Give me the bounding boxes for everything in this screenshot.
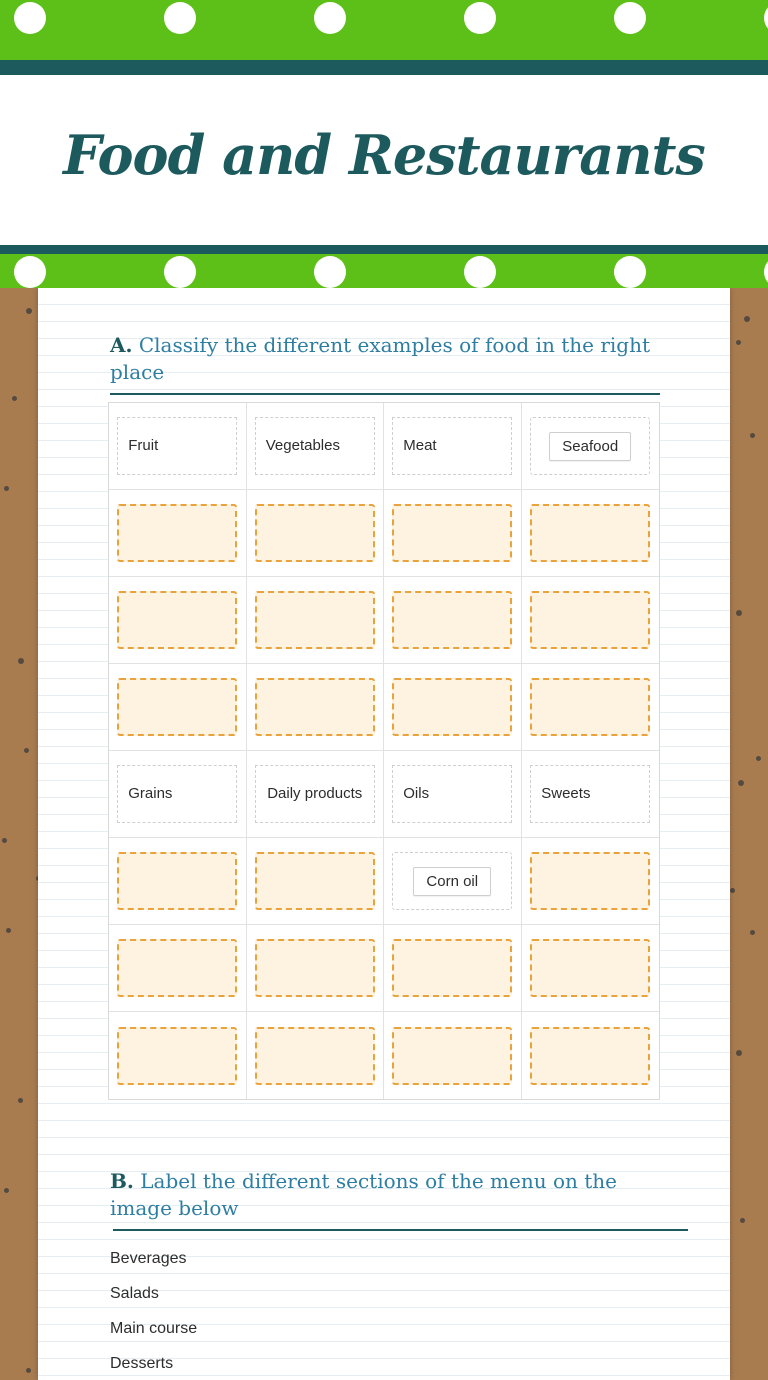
table-cell [247, 490, 385, 577]
drop-target[interactable] [530, 939, 650, 997]
table-row [109, 925, 659, 1012]
drop-target[interactable] [530, 504, 650, 562]
table-row [109, 403, 659, 490]
table-cell [247, 838, 385, 925]
draggable-chip-corn-oil[interactable]: Corn oil [413, 867, 491, 896]
table-row [109, 1012, 659, 1099]
table-cell [247, 403, 385, 490]
table-row [109, 490, 659, 577]
section-a-rule [110, 393, 660, 395]
table-cell [109, 1012, 247, 1099]
table-cell [384, 1012, 522, 1099]
punch-hole [314, 2, 346, 34]
table-cell [522, 577, 660, 664]
punch-hole [14, 256, 46, 288]
drop-target[interactable] [255, 939, 375, 997]
table-cell [522, 490, 660, 577]
drop-target[interactable] [117, 591, 237, 649]
drop-target[interactable] [392, 591, 512, 649]
table-cell [109, 751, 247, 838]
section-a-text: Classify the different examples of food in the right place [110, 333, 651, 384]
menu-sections-list [110, 1241, 650, 1380]
table-cell [384, 925, 522, 1012]
drop-target[interactable] [255, 1027, 375, 1085]
table-row [109, 838, 659, 925]
category-label-fruit: Fruit [117, 417, 237, 475]
table-row [109, 577, 659, 664]
drop-target[interactable] [117, 504, 237, 562]
table-cell [247, 1012, 385, 1099]
drop-target[interactable] [530, 1027, 650, 1085]
table-cell [522, 838, 660, 925]
drop-target[interactable] [117, 852, 237, 910]
page-title: Food and Restaurants [63, 123, 705, 187]
table-cell [522, 664, 660, 751]
table-cell [384, 751, 522, 838]
section-b-rule [113, 1229, 688, 1231]
section-b-heading [110, 1168, 670, 1222]
drop-target[interactable] [255, 504, 375, 562]
table-cell [384, 490, 522, 577]
drop-target[interactable] [530, 678, 650, 736]
table-cell [384, 403, 522, 490]
table-cell [247, 751, 385, 838]
section-b-text: Label the different sections of the menu on the image below [110, 1169, 618, 1220]
table-cell [109, 838, 247, 925]
punch-hole [614, 256, 646, 288]
section-b-letter: B. [110, 1169, 134, 1193]
drop-target[interactable] [530, 591, 650, 649]
table-row [109, 751, 659, 838]
drop-target[interactable] [392, 504, 512, 562]
table-cell [109, 403, 247, 490]
worksheet-content [38, 288, 730, 1380]
drop-target[interactable] [392, 939, 512, 997]
drop-target[interactable] [392, 1027, 512, 1085]
drop-target[interactable] [392, 678, 512, 736]
table-row [109, 664, 659, 751]
table-cell [522, 925, 660, 1012]
list-item[interactable]: Desserts [110, 1355, 174, 1372]
list-item[interactable]: Main course [110, 1320, 198, 1337]
punch-hole [764, 2, 768, 34]
drop-target[interactable] [255, 852, 375, 910]
table-cell [384, 577, 522, 664]
category-label-meat: Meat [392, 417, 512, 475]
punch-hole [14, 2, 46, 34]
punch-hole [614, 2, 646, 34]
category-label-sweets: Sweets [530, 765, 650, 823]
table-cell [384, 838, 522, 925]
footer-teal-strip [0, 245, 768, 254]
category-label-vegetables: Vegetables [255, 417, 375, 475]
header-teal-strip [0, 60, 768, 75]
table-cell [522, 403, 660, 490]
category-label-daily-products: Daily products [255, 765, 375, 823]
punch-hole [164, 2, 196, 34]
punch-hole [164, 256, 196, 288]
drop-target[interactable] [117, 1027, 237, 1085]
table-cell [522, 751, 660, 838]
table-cell [522, 1012, 660, 1099]
list-item[interactable]: Salads [110, 1285, 159, 1302]
punch-hole [464, 256, 496, 288]
drop-target[interactable] [530, 852, 650, 910]
drop-target[interactable] [255, 591, 375, 649]
table-cell [109, 664, 247, 751]
drop-target[interactable] [255, 678, 375, 736]
list-item[interactable]: Beverages [110, 1250, 187, 1267]
title-area [0, 75, 768, 245]
drop-target[interactable] [117, 939, 237, 997]
table-cell [247, 664, 385, 751]
table-cell [109, 925, 247, 1012]
category-label-oils: Oils [392, 765, 512, 823]
footer-green-band [0, 254, 768, 288]
drop-target[interactable] [392, 852, 512, 910]
header-green-band [0, 0, 768, 60]
table-cell [384, 664, 522, 751]
category-label-grains: Grains [117, 765, 237, 823]
draggable-chip-seafood[interactable]: Seafood [549, 432, 631, 461]
punch-hole [314, 256, 346, 288]
table-cell [109, 577, 247, 664]
table-cell [109, 490, 247, 577]
section-a-heading [110, 332, 670, 386]
table-cell [247, 925, 385, 1012]
section-a-letter: A. [110, 333, 133, 357]
drop-target[interactable] [117, 678, 237, 736]
punch-hole [464, 2, 496, 34]
table-cell [247, 577, 385, 664]
classification-table [108, 402, 660, 1100]
drop-target[interactable] [530, 417, 650, 475]
